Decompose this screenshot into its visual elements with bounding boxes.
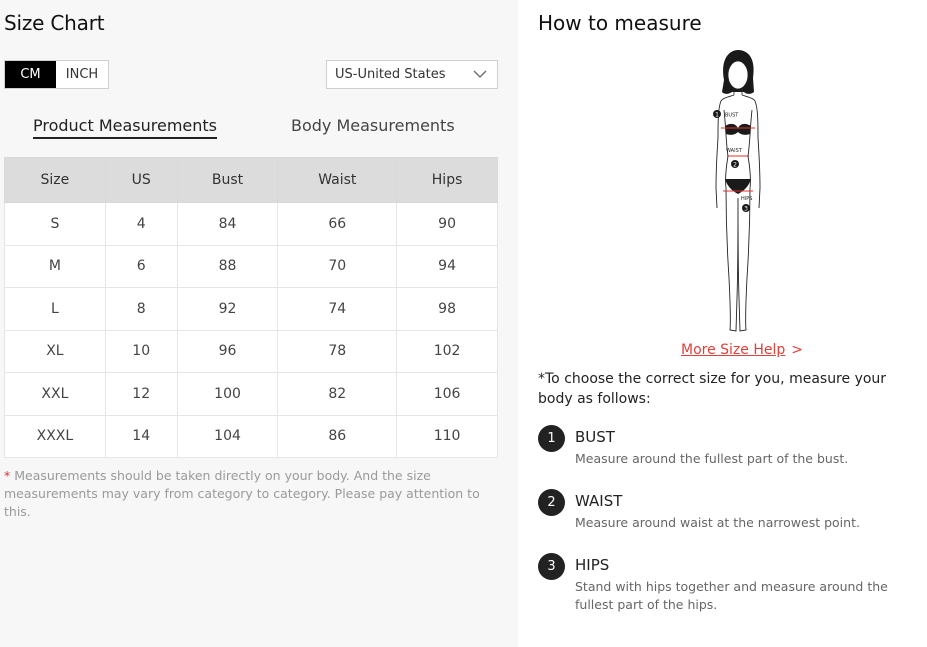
step-name: WAIST: [575, 492, 623, 510]
how-to-measure-panel: [518, 0, 927, 647]
step-number-badge: 3: [538, 553, 565, 580]
table-row: [5, 330, 498, 373]
table-row: [5, 415, 498, 458]
table-header-row: [5, 158, 498, 203]
svg-text:2: 2: [733, 161, 737, 169]
step-description: Stand with hips together and measure around the fullest part of the hips.: [575, 579, 888, 612]
svg-text:3: 3: [744, 205, 748, 213]
table-cell: 88: [177, 245, 278, 288]
table-header: Size: [5, 158, 106, 203]
how-to-measure-title: How to measure: [538, 11, 702, 35]
unit-inch-button[interactable]: INCH: [56, 61, 108, 88]
table-row: [5, 288, 498, 331]
table-cell: 90: [397, 203, 498, 246]
note-text: Measurements should be taken directly on your body. And the size measurements may vary from category to category. Please pay attention to this.: [4, 468, 480, 519]
step-name: BUST: [575, 428, 615, 446]
table-cell: 78: [278, 330, 397, 373]
body-figure-icon: [698, 48, 778, 334]
table-cell: 102: [397, 330, 498, 373]
table-header: US: [105, 158, 177, 203]
table-cell: XXL: [5, 373, 106, 416]
more-size-help-link[interactable]: [681, 342, 803, 358]
table-cell: 70: [278, 245, 397, 288]
table-cell: XL: [5, 330, 106, 373]
chevron-right-icon: >: [791, 342, 803, 358]
table-cell: 12: [105, 373, 177, 416]
table-cell: 96: [177, 330, 278, 373]
table-header: Waist: [278, 158, 397, 203]
table-cell: M: [5, 245, 106, 288]
measurement-note: [4, 467, 504, 521]
table-cell: 98: [397, 288, 498, 331]
table-row: [5, 203, 498, 246]
table-row: [5, 373, 498, 416]
table-cell: 82: [278, 373, 397, 416]
table-cell: 106: [397, 373, 498, 416]
note-asterisk: *: [4, 468, 11, 483]
table-cell: 8: [105, 288, 177, 331]
unit-toggle: [4, 60, 109, 89]
table-cell: 84: [177, 203, 278, 246]
chevron-down-icon: [473, 69, 487, 79]
svg-text:1: 1: [715, 111, 719, 119]
size-table: [4, 157, 498, 458]
table-cell: 92: [177, 288, 278, 331]
table-cell: 14: [105, 415, 177, 458]
table-cell: 4: [105, 203, 177, 246]
figure-hips-label: HIPS: [741, 196, 753, 202]
step-number-badge: 2: [538, 489, 565, 516]
table-cell: 104: [177, 415, 278, 458]
size-chart-title: Size Chart: [4, 11, 105, 35]
table-cell: 100: [177, 373, 278, 416]
table-cell: L: [5, 288, 106, 331]
step-description: Measure around the fullest part of the bust.: [575, 451, 849, 466]
table-cell: XXXL: [5, 415, 106, 458]
figure-bust-label: BUST: [725, 112, 739, 119]
table-cell: 6: [105, 245, 177, 288]
more-size-help-label: More Size Help: [681, 342, 786, 358]
table-header: Bust: [177, 158, 278, 203]
step-number-badge: 1: [538, 425, 565, 452]
figure-waist-label: WAIST: [726, 148, 742, 154]
table-header: Hips: [397, 158, 498, 203]
step-name: HIPS: [575, 556, 610, 574]
table-cell: 66: [278, 203, 397, 246]
table-cell: 94: [397, 245, 498, 288]
table-row: [5, 245, 498, 288]
step-description: Measure around waist at the narrowest point.: [575, 515, 860, 530]
tab-product-measurements[interactable]: Product Measurements: [33, 116, 217, 139]
table-cell: 74: [278, 288, 397, 331]
region-select[interactable]: [326, 60, 498, 89]
table-cell: 110: [397, 415, 498, 458]
measure-instruction: *To choose the correct size for you, measure your body as follows:: [538, 371, 887, 407]
table-cell: 86: [278, 415, 397, 458]
table-cell: 10: [105, 330, 177, 373]
region-select-value: US-United States: [335, 67, 446, 82]
tab-body-measurements[interactable]: Body Measurements: [291, 116, 455, 135]
unit-cm-button[interactable]: CM: [5, 61, 56, 88]
table-cell: S: [5, 203, 106, 246]
